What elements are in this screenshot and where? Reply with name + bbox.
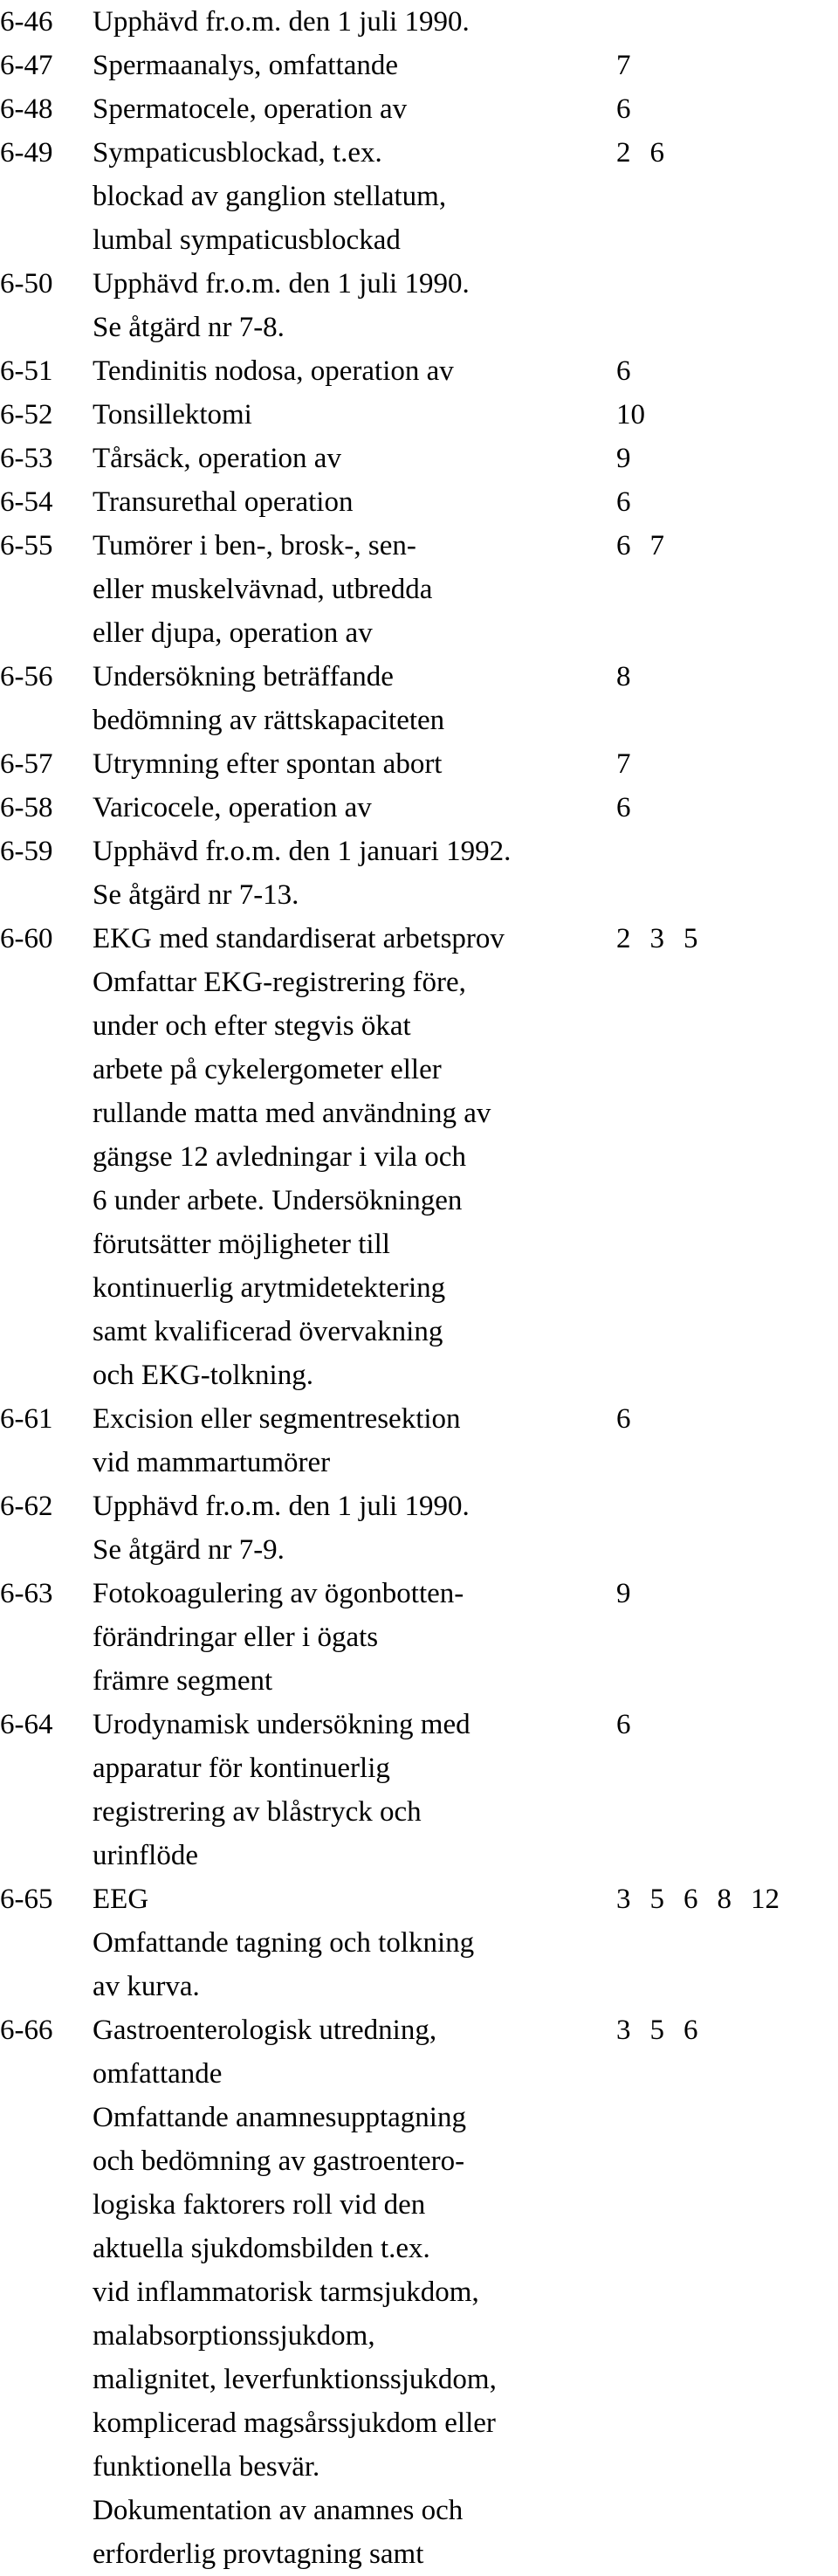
procedure-description <box>93 480 599 524</box>
procedure-values <box>616 2008 718 2052</box>
procedure-value: 3 <box>616 1884 631 1915</box>
procedure-description <box>93 437 599 480</box>
procedure-entry <box>0 1703 838 1877</box>
description-line: Upphävd fr.o.m. den 1 juli 1990. <box>93 6 470 38</box>
procedure-code: 6-46 <box>0 6 53 38</box>
procedure-entry <box>0 1877 838 2008</box>
description-line: och EKG-tolkning. <box>93 1360 313 1391</box>
procedure-code: 6-57 <box>0 748 53 780</box>
procedure-value: 6 <box>616 792 631 823</box>
procedure-code: 6-61 <box>0 1403 53 1435</box>
description-line: urinflöde <box>93 1840 198 1871</box>
procedure-value: 8 <box>717 1884 732 1915</box>
description-line: Dokumentation av anamnes och <box>93 2495 464 2526</box>
procedure-entry <box>0 44 838 87</box>
description-line: lumbal sympaticusblockad <box>93 224 401 256</box>
procedure-entry <box>0 480 838 524</box>
procedure-code: 6-47 <box>0 50 53 81</box>
description-line: Tonsillektomi <box>93 399 252 430</box>
description-line: EKG med standardiserat arbetsprov <box>93 923 505 954</box>
procedure-code: 6-51 <box>0 355 53 387</box>
procedure-code: 6-53 <box>0 443 53 474</box>
description-line: vid mammartumörer <box>93 1447 331 1478</box>
description-line: Spermaanalys, omfattande <box>93 50 399 81</box>
procedure-entry <box>0 393 838 437</box>
procedure-entry <box>0 1397 838 1484</box>
procedure-value: 6 <box>616 1709 631 1740</box>
procedure-description <box>93 524 599 655</box>
procedure-description <box>93 1484 599 1572</box>
description-line: funktionella besvär. <box>93 2451 320 2483</box>
description-line: Upphävd fr.o.m. den 1 juli 1990. <box>93 1491 470 1522</box>
description-line: Spermatocele, operation av <box>93 93 408 125</box>
procedure-values <box>616 44 650 87</box>
procedure-code: 6-58 <box>0 792 53 823</box>
procedure-value: 3 <box>649 923 664 954</box>
procedure-code: 6-65 <box>0 1884 53 1915</box>
description-line: rullande matta med användning av <box>93 1098 491 1129</box>
procedure-entry <box>0 437 838 480</box>
procedure-values <box>616 1397 650 1441</box>
procedure-values <box>616 786 650 830</box>
procedure-entry <box>0 830 838 917</box>
description-line: av kurva. <box>93 1971 200 2002</box>
procedure-entry <box>0 786 838 830</box>
procedure-values <box>616 1703 650 1746</box>
procedure-value: 5 <box>649 2015 664 2046</box>
procedure-description <box>93 742 599 786</box>
description-line: Utrymning efter spontan abort <box>93 748 443 780</box>
description-line: Excision eller segmentresektion <box>93 1403 461 1435</box>
procedure-values <box>616 1877 799 1921</box>
procedure-description <box>93 786 599 830</box>
procedure-description <box>93 262 599 349</box>
procedure-value: 7 <box>649 530 664 561</box>
procedure-entry <box>0 87 838 131</box>
procedure-value: 6 <box>616 530 631 561</box>
description-line: aktuella sjukdomsbilden t.ex. <box>93 2233 430 2264</box>
procedure-entry <box>0 1484 838 1572</box>
description-line: omfattande <box>93 2058 223 2090</box>
description-line: eller djupa, operation av <box>93 617 373 649</box>
procedure-values <box>616 655 650 699</box>
description-line: kontinuerlig arytmidetektering <box>93 1272 446 1304</box>
procedure-entry <box>0 655 838 742</box>
procedure-description <box>93 655 599 742</box>
procedure-description <box>93 1572 599 1703</box>
procedure-value: 8 <box>616 661 631 692</box>
description-line: komplicerad magsårssjukdom eller <box>93 2407 496 2439</box>
procedure-code: 6-52 <box>0 399 53 430</box>
description-line: gängse 12 avledningar i vila och <box>93 1141 466 1173</box>
procedure-value: 6 <box>683 2015 698 2046</box>
procedure-value: 10 <box>616 399 645 430</box>
description-line: logiska faktorers roll vid den <box>93 2189 426 2221</box>
procedure-values <box>616 393 664 437</box>
procedure-code: 6-59 <box>0 836 53 867</box>
procedure-value: 12 <box>751 1884 780 1915</box>
procedure-values <box>616 349 650 393</box>
description-line: vid inflammatorisk tarmsjukdom, <box>93 2276 479 2308</box>
description-line: Urodynamisk undersökning med <box>93 1709 471 1740</box>
description-line: Varicocele, operation av <box>93 792 372 823</box>
description-line: Tendinitis nodosa, operation av <box>93 355 454 387</box>
procedure-entry <box>0 349 838 393</box>
procedure-code: 6-62 <box>0 1491 53 1522</box>
procedure-description <box>93 44 599 87</box>
description-line: samt kvalificerad övervakning <box>93 1316 443 1347</box>
description-line: apparatur för kontinuerlig <box>93 1753 390 1784</box>
procedure-values <box>616 131 683 175</box>
description-line: Undersökning beträffande <box>93 661 394 692</box>
description-line: främre segment <box>93 1665 273 1697</box>
procedure-description <box>93 2008 599 2576</box>
description-line: arbete på cykelergometer eller <box>93 1054 442 1085</box>
procedure-value: 7 <box>616 748 631 780</box>
description-line: Tumörer i ben-, brosk-, sen- <box>93 530 416 561</box>
description-line: Transurethal operation <box>93 486 354 518</box>
procedure-description <box>93 1703 599 1877</box>
procedure-values <box>616 917 718 961</box>
procedure-value: 6 <box>616 93 631 125</box>
procedure-code: 6-55 <box>0 530 53 561</box>
description-line: Omfattar EKG-registrering före, <box>93 967 466 998</box>
procedure-entry <box>0 0 838 44</box>
description-line: blockad av ganglion stellatum, <box>93 181 447 212</box>
procedure-values <box>616 1572 650 1615</box>
procedure-code: 6-60 <box>0 923 53 954</box>
procedure-description <box>93 917 599 1397</box>
description-line: Sympaticusblockad, t.ex. <box>93 137 382 169</box>
procedure-value: 9 <box>616 1578 631 1609</box>
procedure-entry <box>0 917 838 1397</box>
procedure-value: 2 <box>616 137 631 169</box>
procedure-entry <box>0 524 838 655</box>
procedure-value: 6 <box>616 1403 631 1435</box>
procedure-values <box>616 480 650 524</box>
procedure-values <box>616 524 683 568</box>
description-line: Fotokoagulering av ögonbotten- <box>93 1578 464 1609</box>
description-line: förutsätter möjligheter till <box>93 1229 390 1260</box>
procedure-code: 6-64 <box>0 1709 53 1740</box>
procedure-entry <box>0 1572 838 1703</box>
procedure-description <box>93 131 599 262</box>
procedure-code: 6-63 <box>0 1578 53 1609</box>
description-line: eller muskelvävnad, utbredda <box>93 574 433 605</box>
procedure-value: 3 <box>616 2015 631 2046</box>
description-line: och bedömning av gastroentero- <box>93 2146 465 2177</box>
description-line: malabsorptionssjukdom, <box>93 2320 375 2352</box>
description-line: Omfattande anamnesupptagning <box>93 2102 466 2133</box>
procedure-entry <box>0 131 838 262</box>
procedure-value: 5 <box>683 923 698 954</box>
description-line: bedömning av rättskapaciteten <box>93 705 445 736</box>
procedure-description <box>93 0 599 44</box>
procedure-values <box>616 87 650 131</box>
procedure-entry <box>0 2008 838 2576</box>
description-line: Omfattande tagning och tolkning <box>93 1927 475 1959</box>
description-line: under och efter stegvis ökat <box>93 1010 411 1042</box>
description-line: Se åtgärd nr 7-8. <box>93 312 285 343</box>
procedure-values <box>616 742 650 786</box>
description-line: erforderlig provtagning samt <box>93 2538 424 2570</box>
procedure-value: 6 <box>616 486 631 518</box>
procedure-value: 6 <box>649 137 664 169</box>
description-line: malignitet, leverfunktionssjukdom, <box>93 2364 497 2395</box>
description-line: Upphävd fr.o.m. den 1 juli 1990. <box>93 268 470 300</box>
description-line: 6 under arbete. Undersökningen <box>93 1185 463 1216</box>
procedure-value: 2 <box>616 923 631 954</box>
description-line: Se åtgärd nr 7-9. <box>93 1534 285 1566</box>
description-line: registrering av blåstryck och <box>93 1796 422 1828</box>
procedure-code: 6-50 <box>0 268 53 300</box>
procedure-description <box>93 830 599 917</box>
procedure-description <box>93 87 599 131</box>
procedure-code: 6-49 <box>0 137 53 169</box>
description-line: Tårsäck, operation av <box>93 443 341 474</box>
procedure-value: 6 <box>683 1884 698 1915</box>
description-line: Upphävd fr.o.m. den 1 januari 1992. <box>93 836 512 867</box>
procedure-code: 6-66 <box>0 2015 53 2046</box>
procedure-values <box>616 437 650 480</box>
procedure-description <box>93 393 599 437</box>
procedure-description <box>93 349 599 393</box>
procedure-entry <box>0 742 838 786</box>
procedure-value: 9 <box>616 443 631 474</box>
description-line: EEG <box>93 1884 149 1915</box>
procedure-value: 5 <box>649 1884 664 1915</box>
description-line: förändringar eller i ögats <box>93 1622 379 1653</box>
procedure-description <box>93 1877 599 2008</box>
procedure-code: 6-56 <box>0 661 53 692</box>
description-line: Gastroenterologisk utredning, <box>93 2015 437 2046</box>
procedure-description <box>93 1397 599 1484</box>
procedure-code: 6-48 <box>0 93 53 125</box>
procedure-value: 7 <box>616 50 631 81</box>
procedure-value: 6 <box>616 355 631 387</box>
procedure-entry <box>0 262 838 349</box>
procedure-code: 6-54 <box>0 486 53 518</box>
description-line: Se åtgärd nr 7-13. <box>93 879 299 911</box>
